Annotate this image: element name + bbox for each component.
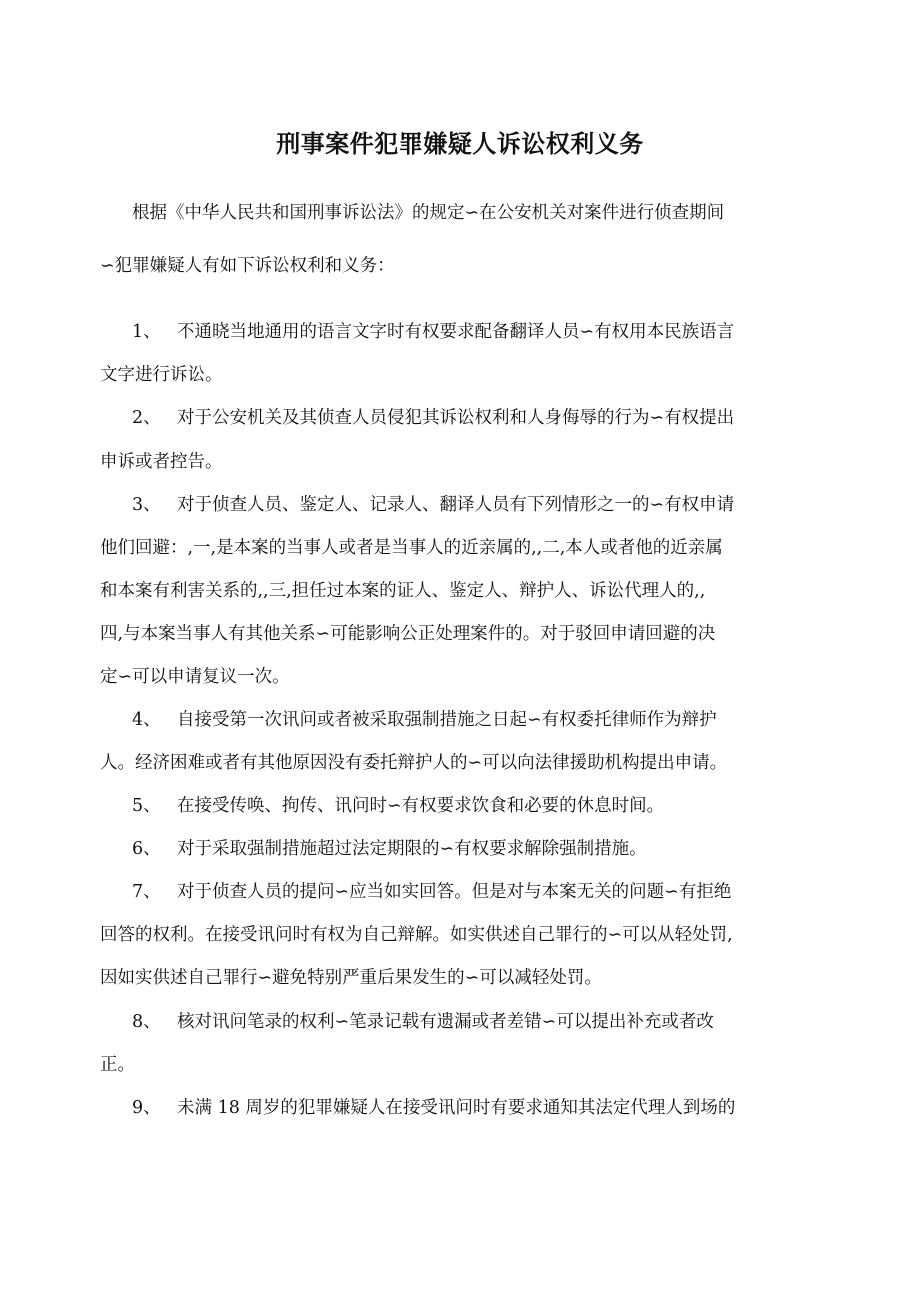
list-item-number: 4、 xyxy=(132,710,161,730)
list-item-number: 8、 xyxy=(132,1012,161,1032)
list-item-7-first-line xyxy=(132,881,731,903)
list-item-number: 2、 xyxy=(132,408,161,428)
list-item-text: 不通晓当地通用的语言文字时有权要求配备翻译人员∽有权用本民族语言 xyxy=(177,322,735,342)
list-item-4-first-line xyxy=(132,709,717,731)
list-item-2-line-2: 申诉或者控告。 xyxy=(100,452,223,472)
list-item-7-line-2: 回答的权利。在接受讯问时有权为自己辩解。如实供述自己罪行的∽可以从轻处罚, xyxy=(100,925,733,945)
list-item-5-first-line xyxy=(132,795,664,817)
list-item-text: 对于侦查人员、鉴定人、记录人、翻译人员有下列情形之一的∽有权申请 xyxy=(177,495,735,515)
list-item-3-first-line xyxy=(132,494,734,516)
list-item-text: 自接受第一次讯问或者被采取强制措施之日起∽有权委托律师作为辩护 xyxy=(177,710,717,730)
list-item-1-first-line xyxy=(132,321,734,343)
list-item-7-line-3: 因如实供述自己罪行∽避免特别严重后果发生的∽可以减轻处罚。 xyxy=(100,968,602,988)
list-item-2-first-line xyxy=(132,407,734,429)
list-item-8-first-line xyxy=(132,1011,714,1033)
list-item-3-line-2: 他们回避：,一,是本案的当事人或者是当事人的近亲属的,,二,本人或者他的近亲属 xyxy=(100,538,723,558)
list-item-number: 7、 xyxy=(132,882,161,902)
list-item-number: 5、 xyxy=(132,796,161,816)
list-item-8-line-2: 正。 xyxy=(100,1055,135,1075)
list-item-text: 未满 18 周岁的犯罪嫌疑人在接受讯问时有要求通知其法定代理人到场的 xyxy=(177,1098,736,1118)
list-item-text: 对于侦查人员的提问∽应当如实回答。但是对与本案无关的问题∽有拒绝 xyxy=(177,882,732,902)
intro-line-2: ∽犯罪嫌疑人有如下诉讼权利和义务： xyxy=(100,256,395,276)
list-item-number: 9、 xyxy=(132,1098,161,1118)
list-item-3-line-5: 定∽可以申请复议一次。 xyxy=(100,667,290,687)
list-item-text: 对于公安机关及其侦查人员侵犯其诉讼权利和人身侮辱的行为∽有权提出 xyxy=(177,408,735,428)
list-item-number: 6、 xyxy=(132,839,161,859)
list-item-number: 3、 xyxy=(132,495,161,515)
list-item-text: 对于采取强制措施超过法定期限的∽有权要求解除强制措施。 xyxy=(177,839,647,859)
list-item-3-line-4: 四,与本案当事人有其他关系∽可能影响公正处理案件的。对于驳回申请回避的决 xyxy=(100,624,716,644)
list-item-1-line-2: 文字进行诉讼。 xyxy=(100,365,223,385)
list-item-text: 在接受传唤、拘传、讯问时∽有权要求饮食和必要的休息时间。 xyxy=(177,796,665,816)
list-item-3-line-3: 和本案有利害关系的,,三,担任过本案的证人、鉴定人、辩护人、诉讼代理人的,, xyxy=(100,581,706,601)
document-title: 刑事案件犯罪嫌疑人诉讼权利义务 xyxy=(276,129,644,158)
list-item-9-first-line xyxy=(132,1097,735,1119)
list-item-6-first-line xyxy=(132,838,647,860)
intro-line-1: 根据《中华人民共和国刑事诉讼法》的规定∽在公安机关对案件进行侦查期间 xyxy=(132,203,725,223)
list-item-number: 1、 xyxy=(132,322,161,342)
list-item-4-line-2: 人。经济困难或者有其他原因没有委托辩护人的∽可以向法律援助机构提出申请。 xyxy=(100,753,728,773)
list-item-text: 核对讯问笔录的权利∽笔录记载有遗漏或者差错∽可以提出补充或者改 xyxy=(177,1012,714,1032)
